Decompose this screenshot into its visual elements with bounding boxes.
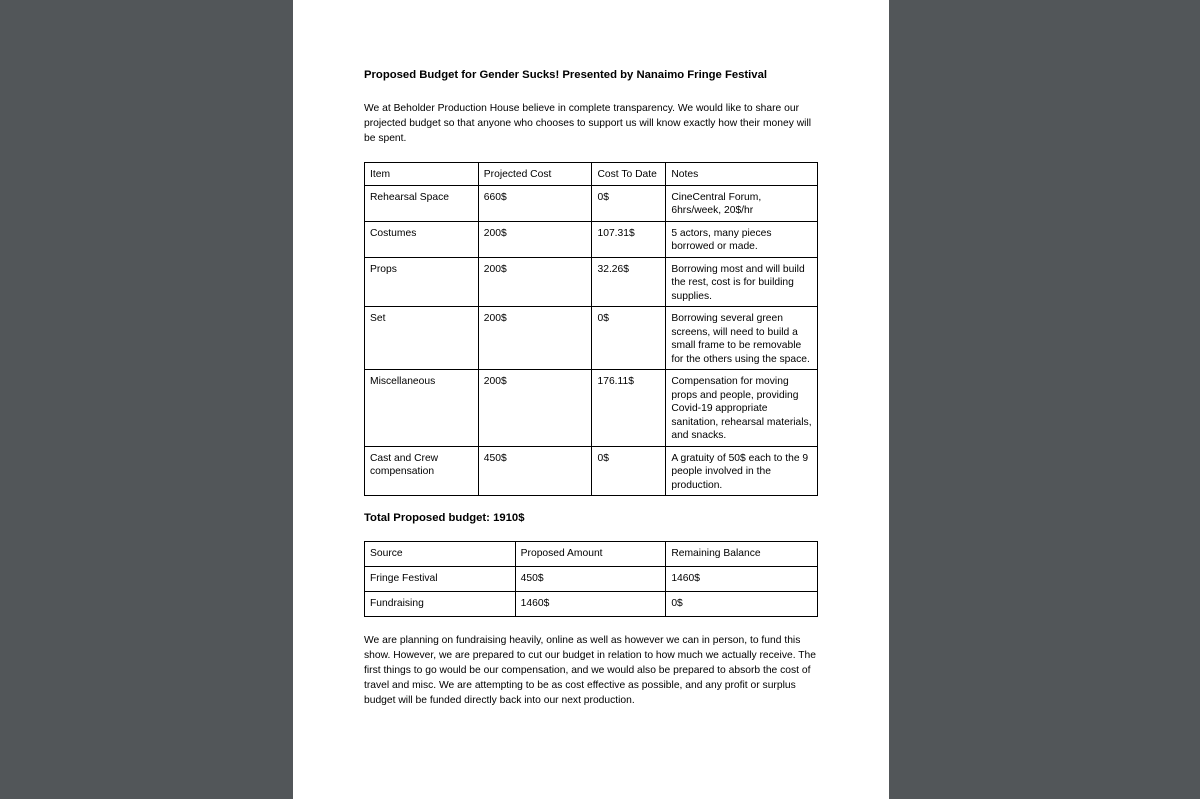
cell-item: Props [365,257,479,307]
table-row [365,370,818,447]
closing-paragraph: We are planning on fundraising heavily, online as well as however we can in person, to fund this show. However, we are prepared to cut our budget in relation to how much we actually receive. The first things to go would be our compensation, and we would also be prepared to absorb the cost of travel and misc. We are attempting to be as cost effective as possible, and any profit or surplus budget will be funded directly back into our next production. [364,635,816,706]
cell-item: Costumes [365,221,479,257]
cell-notes: Borrowing most and will build the rest, cost is for building supplies. [666,257,818,307]
header-source: Source [365,542,516,567]
cell-proposed-amount: 450$ [515,567,666,592]
header-remaining-balance: Remaining Balance [666,542,818,567]
table-row [365,185,818,221]
cell-cost-to-date: 0$ [592,185,666,221]
table-row [365,567,818,592]
funding-header-row [365,542,818,567]
table-row [365,257,818,307]
intro-paragraph: We at Beholder Production House believe in complete transparency. We would like to share our projected budget so that anyone who chooses to support us will know exactly how their money will be spent. [364,103,812,144]
document-content [364,68,818,708]
cell-projected-cost: 200$ [478,307,592,370]
cell-item: Cast and Crew compensation [365,446,479,496]
header-projected-cost: Projected Cost [478,163,592,186]
table-header-row [365,163,818,186]
cell-notes: Borrowing several green screens, will need to build a small frame to be removable for the others using the space. [666,307,818,370]
total-budget: Total Proposed budget: 1910$ [364,512,525,524]
header-item: Item [365,163,479,186]
header-notes: Notes [666,163,818,186]
document-title: Proposed Budget for Gender Sucks! Presented by Nanaimo Fringe Festival [364,69,768,81]
cell-item: Miscellaneous [365,370,479,447]
cell-item: Set [365,307,479,370]
cell-projected-cost: 660$ [478,185,592,221]
cell-notes: A gratuity of 50$ each to the 9 people involved in the production. [666,446,818,496]
cell-cost-to-date: 0$ [592,307,666,370]
table-row [365,221,818,257]
cell-projected-cost: 200$ [478,370,592,447]
header-cost-to-date: Cost To Date [592,163,666,186]
cell-remaining-balance: 0$ [666,592,818,617]
cell-source: Fringe Festival [365,567,516,592]
cell-proposed-amount: 1460$ [515,592,666,617]
cell-projected-cost: 450$ [478,446,592,496]
table-row [365,446,818,496]
cell-notes: 5 actors, many pieces borrowed or made. [666,221,818,257]
document-page [293,0,889,799]
cell-source: Fundraising [365,592,516,617]
cell-notes: Compensation for moving props and people, providing Covid-19 appropriate sanitation, rehearsal materials, and snacks. [666,370,818,447]
funding-table [364,541,818,617]
cell-notes: CineCentral Forum, 6hrs/week, 20$/hr [666,185,818,221]
cell-cost-to-date: 0$ [592,446,666,496]
cell-cost-to-date: 176.11$ [592,370,666,447]
cell-cost-to-date: 32.26$ [592,257,666,307]
cell-item: Rehearsal Space [365,185,479,221]
header-proposed-amount: Proposed Amount [515,542,666,567]
cell-projected-cost: 200$ [478,221,592,257]
table-row [365,307,818,370]
table-row [365,592,818,617]
cell-remaining-balance: 1460$ [666,567,818,592]
cell-cost-to-date: 107.31$ [592,221,666,257]
cell-projected-cost: 200$ [478,257,592,307]
budget-table [364,162,818,496]
